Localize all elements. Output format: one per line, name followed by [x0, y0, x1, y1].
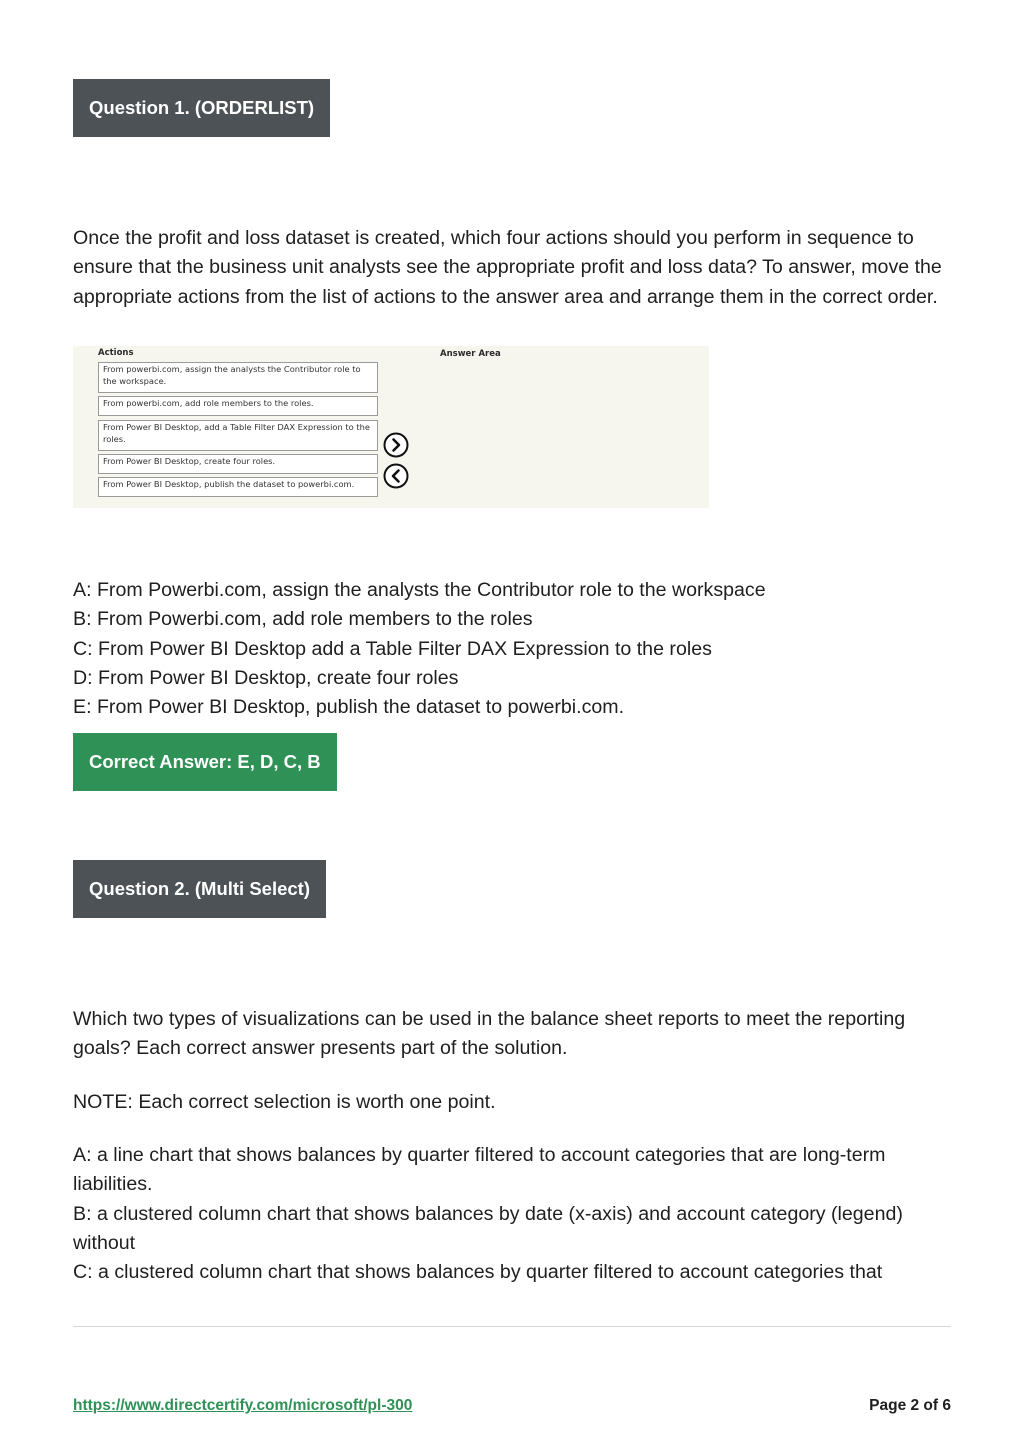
question-1-badge: Question 1. (ORDERLIST) — [73, 79, 330, 137]
question-2-note: NOTE: Each correct selection is worth one point. — [73, 1091, 496, 1113]
chevron-left-circle-icon — [383, 463, 409, 489]
answer-area-header: Answer Area — [440, 349, 501, 359]
action-item: From Power BI Desktop, publish the dataset to powerbi.com. — [98, 477, 378, 497]
footer-link[interactable]: https://www.directcertify.com/microsoft/pl-300 — [73, 1397, 413, 1414]
question-2-prompt: Which two types of visualizations can be used in the balance sheet reports to meet the reporting goals? Each correct answer presents part of the solution. — [73, 1008, 906, 1060]
option-b: B: a clustered column chart that shows balances by date (x-axis) and account category (legend) without — [73, 1202, 903, 1254]
action-item: From powerbi.com, assign the analysts the Contributor role to the workspace. — [98, 362, 378, 393]
action-item: From Power BI Desktop, add a Table Filter DAX Expression to the roles. — [98, 420, 378, 451]
action-item: From Power BI Desktop, create four roles. — [98, 454, 378, 474]
option-c: C: a clustered column chart that shows balances by quarter filtered to account categories that — [73, 1261, 883, 1284]
action-item: From powerbi.com, add role members to the roles. — [98, 396, 378, 416]
question-2-badge: Question 2. (Multi Select) — [73, 860, 326, 918]
option-a: A: From Powerbi.com, assign the analysts the Contributor role to the workspace — [73, 579, 766, 601]
option-e: E: From Power BI Desktop, publish the dataset to powerbi.com. — [73, 696, 625, 719]
actions-header: Actions — [98, 348, 134, 358]
question-1-image — [73, 346, 709, 508]
page-number: Page 2 of 6 — [869, 1397, 951, 1414]
correct-answer-badge: Correct Answer: E, D, C, B — [73, 733, 337, 791]
option-d: D: From Power BI Desktop, create four roles — [73, 666, 459, 689]
option-c: C: From Power BI Desktop add a Table Filter DAX Expression to the roles — [73, 637, 712, 660]
question-1-options — [73, 576, 955, 722]
option-b: B: From Powerbi.com, add role members to the roles — [73, 608, 533, 631]
footer-divider — [73, 1326, 951, 1327]
question-1-prompt: Once the profit and loss dataset is created, which four actions should you perform in sequence to ensure that the business unit analysts see the appropriate profit and loss data? To answer, move the appropriate actions from the list of actions to the answer area and arrange them in the correct order. — [73, 227, 942, 308]
chevron-right-circle-icon — [383, 432, 409, 458]
question-2-options — [73, 1141, 955, 1287]
option-a: A: a line chart that shows balances by quarter filtered to account categories that are long-term liabilities. — [73, 1144, 886, 1196]
